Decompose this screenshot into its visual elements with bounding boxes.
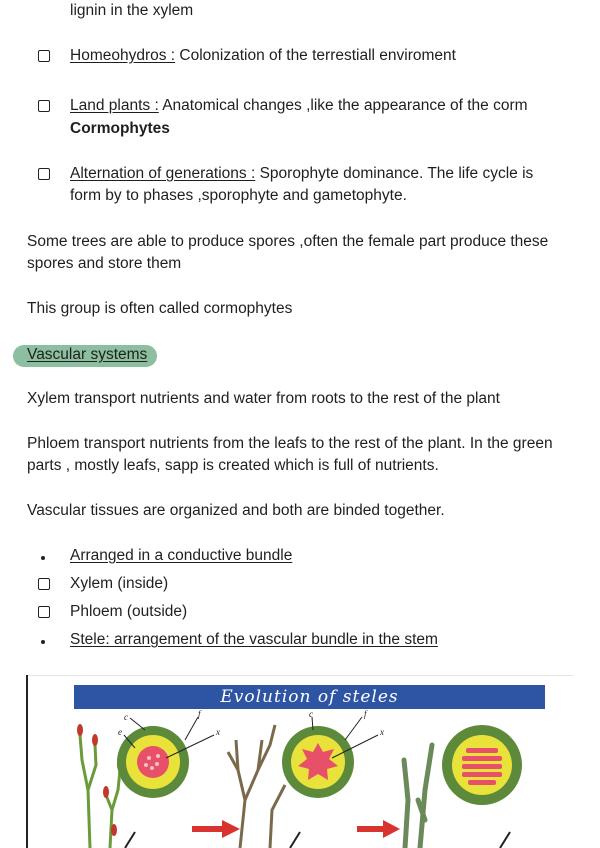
heading-vascular-systems: Vascular systems: [27, 346, 148, 363]
text-homeohydros: Colonization of the terrestiall enviroment: [175, 47, 456, 64]
protostele-diagram: [117, 717, 214, 798]
label-c: c: [309, 709, 313, 719]
paragraph-tissues: Vascular tissues are organized and both are binded together.: [27, 502, 445, 519]
item-xylem-inside: Xylem (inside): [70, 575, 169, 592]
term-homeohydros: Homeohydros :: [70, 47, 176, 64]
text-land-plants: Anatomical changes ,like the appearance of the corm: [158, 97, 528, 114]
bullet-conductive-bundle: Arranged in a conductive bundle: [70, 547, 293, 564]
bullet-stele: Stele: arrangement of the vascular bundle in the stem: [70, 631, 438, 648]
text-alternation: Sporophyte dominance. The life cycle is: [255, 165, 534, 182]
label-c: c: [124, 712, 128, 722]
paragraph-phloem: Phloem transport nutrients from the leafs to the rest of the plant. In the green parts , mostly leafs, sapp is created which is full of nutrients.: [27, 435, 553, 474]
term-land-plants: Land plants :: [70, 97, 159, 114]
arrow-right-1: [192, 820, 240, 838]
paragraph-spores: Some trees are able to produce spores ,often the female part produce these spores and store them: [27, 233, 549, 272]
continued-line: lignin in the xylem: [70, 2, 194, 19]
arrow-right-2: [357, 820, 400, 838]
text-alternation-2: form by to phases ,sporophyte and gametophyte.: [70, 187, 407, 204]
figure-title: Evolution of steles: [74, 685, 545, 709]
plectostele-diagram: [442, 725, 522, 805]
plant-clubmoss: [404, 745, 432, 848]
label-f: f: [198, 709, 201, 719]
paragraph-xylem: Xylem transport nutrients and water from roots to the rest of the plant: [27, 390, 500, 407]
term-alternation: Alternation of generations :: [70, 165, 256, 182]
label-e: e: [118, 727, 122, 737]
actinostele-diagram: [282, 717, 378, 798]
pointer-arrows: [125, 832, 510, 848]
paragraph-cormophytes: This group is often called cormophytes: [27, 300, 293, 317]
label-f: f: [364, 709, 367, 719]
bold-cormophytes: Cormophytes: [70, 120, 170, 137]
label-x: x: [380, 727, 384, 737]
item-phloem-outside: Phloem (outside): [70, 603, 188, 620]
sporangia: [77, 724, 123, 836]
label-x: x: [216, 727, 220, 737]
